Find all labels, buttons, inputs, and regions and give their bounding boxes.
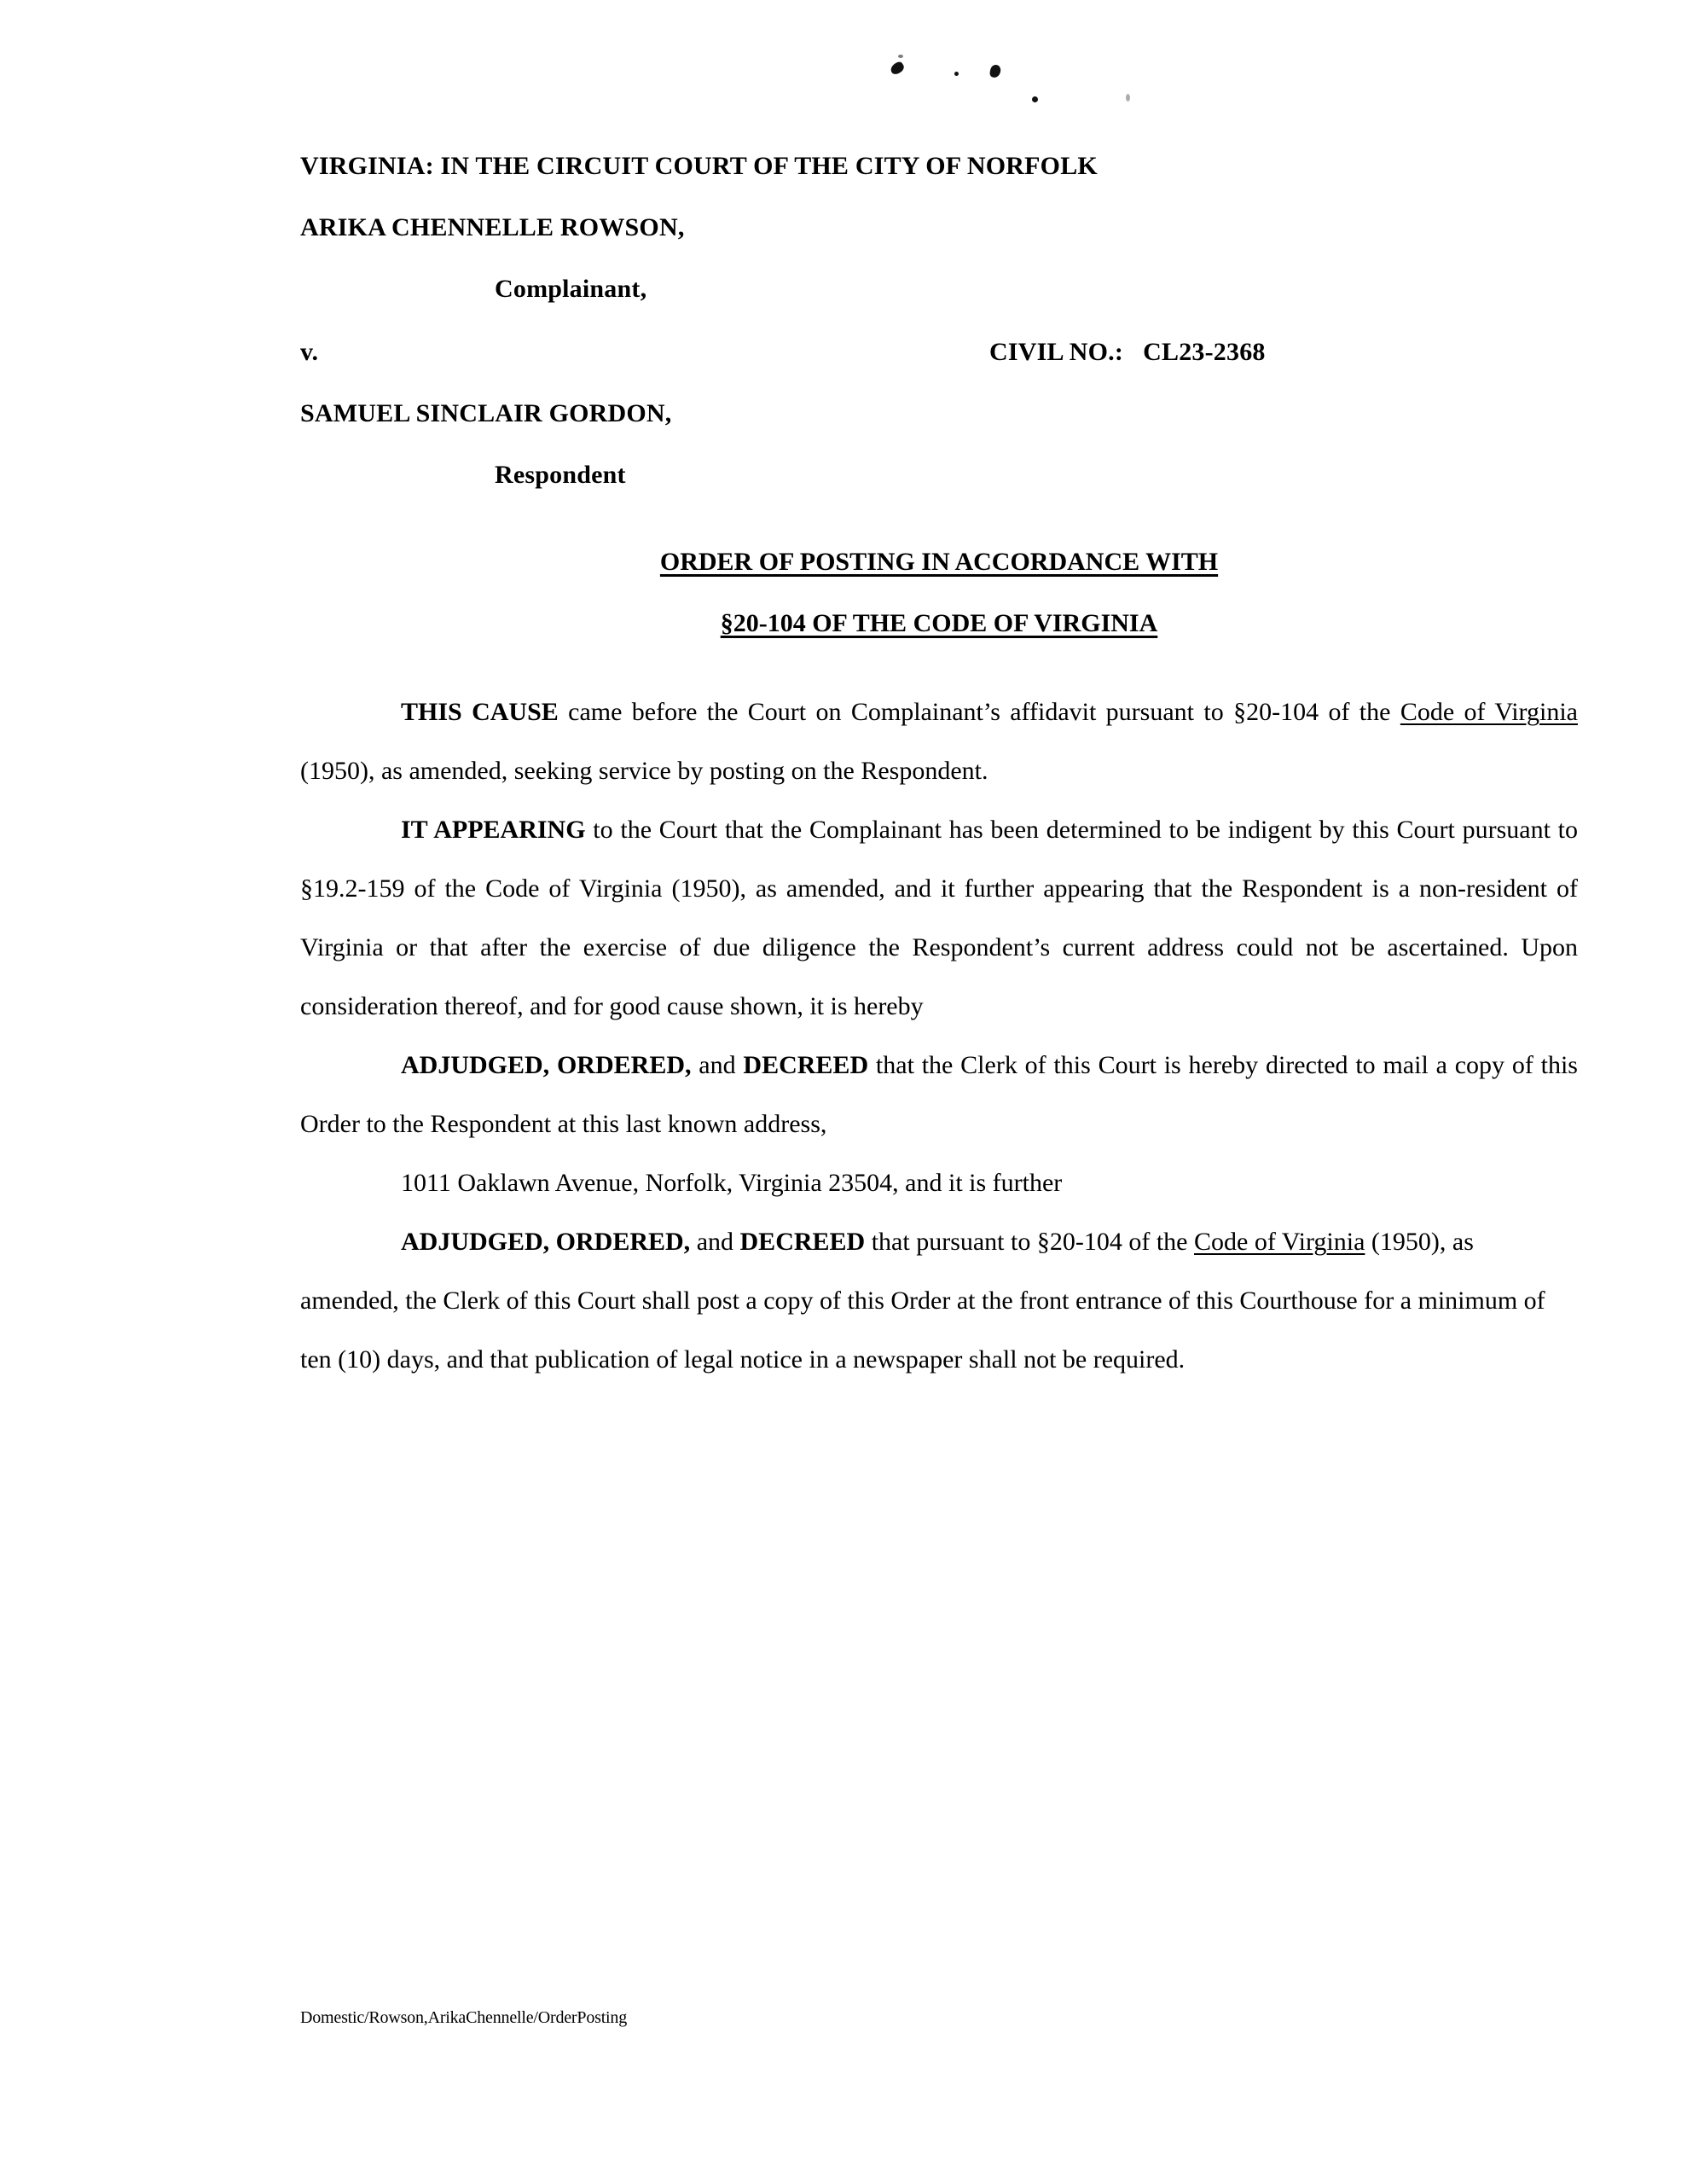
document-file-reference-footer: Domestic/Rowson,ArikaChennelle/OrderPosting xyxy=(300,2008,628,2027)
paragraph-3-text: that the Clerk of this Court is hereby directed to mail a copy of this Order to the Respondent at this last known address, xyxy=(300,1051,1578,1138)
respondent-name: SAMUEL SINCLAIR GORDON, xyxy=(300,399,672,427)
scan-artifact-faint-mark xyxy=(1126,94,1130,102)
lead-in-it-appearing: IT APPEARING xyxy=(401,816,586,844)
scan-artifact-ink-mark xyxy=(889,61,906,77)
paragraph-2-text: to the Court that the Complainant has been determined to be indigent by this Court pursuant to §19.2-159 of the Code of Virginia (1950), as amended, and it further appearing that the Respondent is a non-resident of Virginia or that after the exercise of due diligence the Respondent’s current address could not be ascertained. Upon consideration thereof, and for good cause shown, it is hereby xyxy=(300,816,1578,1020)
paragraph-4-part-a: that pursuant to §20-104 of the xyxy=(865,1228,1194,1256)
lead-in-adjudged-ordered-2: ADJUDGED, ORDERED, xyxy=(401,1228,691,1256)
scan-artifact-ink-speck xyxy=(898,55,903,58)
order-title-text-1: ORDER OF POSTING IN ACCORDANCE WITH xyxy=(659,548,1219,576)
paragraph-adjudged-mail xyxy=(300,1036,1578,1153)
order-title-line-1 xyxy=(300,549,1578,575)
paragraph-it-appearing xyxy=(300,800,1578,1036)
paragraph-1-part-b: (1950), as amended, seeking service by posting on the Respondent. xyxy=(300,757,988,785)
order-title-line-2 xyxy=(300,611,1578,636)
code-of-virginia-citation-1: Code of Virginia xyxy=(1400,698,1578,726)
versus-label: v. xyxy=(300,338,319,366)
lead-in-decreed-2: DECREED xyxy=(739,1228,866,1256)
respondent-last-known-address: 1011 Oaklawn Avenue, Norfolk, Virginia 23504, and it is further xyxy=(401,1169,1063,1197)
paragraph-adjudged-post xyxy=(300,1212,1578,1389)
paragraph-this-cause xyxy=(300,682,1578,800)
scan-artifact-ink-dot xyxy=(954,72,959,76)
respondent-role-label: Respondent xyxy=(495,461,626,489)
code-of-virginia-citation-2: Code of Virginia xyxy=(1194,1228,1365,1256)
order-title-text-2: §20-104 OF THE CODE OF VIRGINIA xyxy=(720,609,1158,637)
civil-case-number: CIVIL NO.: CL23-2368 xyxy=(989,338,1266,366)
paragraph-4-part-b: (1950), as amended, the Clerk of this Court shall post a copy of this Order at the front entrance of this Courthouse for a minimum of ten (10) days, and that publication of legal notice in a newspaper shall not be required. xyxy=(300,1228,1545,1374)
lead-in-decreed-1: DECREED xyxy=(743,1051,869,1079)
paragraph-3-conjunction: and xyxy=(691,1051,744,1079)
order-body-text xyxy=(300,682,1578,1389)
complainant-role-label: Complainant, xyxy=(495,275,647,303)
jurisdiction-heading: VIRGINIA: IN THE CIRCUIT COURT OF THE CITY OF NORFOLK xyxy=(300,152,1098,180)
paragraph-1-part-a: came before the Court on Complainant’s affidavit pursuant to §20-104 of the xyxy=(558,698,1400,726)
lead-in-this-cause: THIS CAUSE xyxy=(401,698,559,726)
lead-in-adjudged-ordered-1: ADJUDGED, ORDERED, xyxy=(401,1051,692,1079)
paragraph-4-conjunction: and xyxy=(690,1228,740,1256)
scan-artifact-ink-blob xyxy=(989,64,1002,78)
complainant-name: ARIKA CHENNELLE ROWSON, xyxy=(300,213,685,241)
scan-artifact-ink-period xyxy=(1032,96,1038,102)
